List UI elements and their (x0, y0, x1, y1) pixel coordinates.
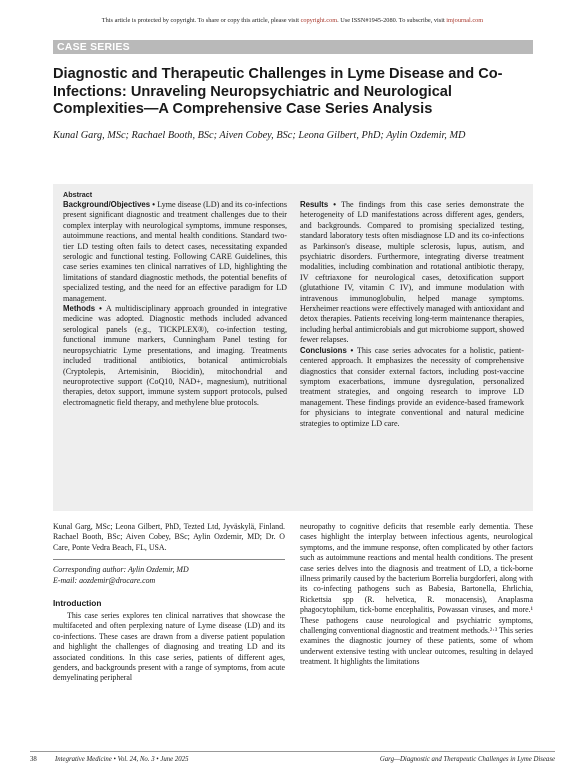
section-label: CASE SERIES (57, 41, 130, 53)
introduction-heading: Introduction (53, 598, 102, 609)
corresponding-author: Corresponding author: Aylin Ozdemir, MD (53, 565, 189, 575)
section-banner (53, 40, 533, 54)
running-head: Garg—Diagnostic and Therapeutic Challenges in Lyme Disease (379, 756, 555, 763)
abstract-label: Abstract (63, 190, 93, 199)
copyright-link[interactable]: copyright.com (300, 17, 338, 24)
author-list: Kunal Garg, MSc; Rachael Booth, BSc; Aiven Cobey, BSc; Leona Gilbert, PhD; Aylin Ozdemir, MD (53, 130, 466, 141)
abstract-conclusions: Conclusions • This case series advocates for a holistic, patient-centered approach. It emphasizes the necessity of comprehensive diagnostics that consider external factors, including post-vaccine symptom exacerbations, immune dysregulation, personalized treatment strategies, and ongoing research to improve LD management. These findings provide an evidence-based framework for physicians to integrate conventional and natural medicine strategies to optimize LD care. (300, 345, 524, 428)
author-email[interactable]: E-mail: aozdemir@drocare.com (53, 575, 156, 585)
page-number: 38 (30, 756, 37, 763)
introduction-continued: neuropathy to cognitive deficits that resemble early dementia. These cases highlight the interplay between infectious agents, neurological symptoms, and the immune response, often complicated by other factors such as autoimmune reactions and mental health conditions. The present case series delves into the diagnosis and treatment of LD, a tick-borne illness primarily caused by the bacterium Borrelia burgdorferi, along with its co-infecting pathogens such as Babesia, Bartonella, Ehrlichia, Rickettsia spp (R. helvetica, R. monacensis), Anaplasma phagocytophilum, tick-borne encephalitis, Powassan viruses, and more.¹ These pathogens cause neurological and psychiatric symptoms, challenging conventional diagnostic and treatment methods.²·³ This series examines the diagnostic journey of these patients, some of whom underwent extensive testing with unclear outcomes, resulting in delayed treatment. It highlights the limitations (300, 522, 534, 667)
affiliations: Kunal Garg, MSc; Leona Gilbert, PhD, Tezted Ltd, Jyväskylä, Finland. Rachael Booth, BSc; Aiven Cobey, BSc; Aylin Ozdemir, MD; Dr. O Care, Ponte Vedra Beach, FL, USA. (53, 522, 285, 552)
affiliation-divider (53, 559, 285, 560)
journal-citation: Integrative Medicine • Vol. 24, No. 3 • June 2025 (55, 756, 189, 763)
copyright-notice: This article is protected by copyright. To share or copy this article, please visit copyright.com. Use ISSN#1945-2080. To subscribe, visit imjournal.com (101, 17, 484, 24)
abstract-results: Results • The findings from this case series demonstrate the heterogeneity of LD manifestations across different ages, genders, and backgrounds. Compared to promising specialized testing, standard laboratory tests often misdiagnose LD and its co-infections as Parkinson's disease, multiple sclerosis, lupus, autism, and psychiatric disorders. Furthermore, integrating diverse treatment modalities, including combination and rotational antibiotic therapy, IV ceftriaxone for neurological cases, detoxification support (glutathione IV, vitamin C IV), and immune modulation with intravenous immunoglobulin, helped manage symptoms. Herxheimer reactions were effectively managed with antioxidant and detox therapies. Patients receiving long-term maintenance therapies, including herbal antimicrobials and gut microbiome support, showed fewer relapses. (300, 200, 524, 345)
abstract-right-column (300, 200, 524, 429)
abstract-background: Background/Objectives • Lyme disease (LD) and its co-infections present significant diagnostic and treatment challenges due to their complex interplay with neurological symptoms, immune responses, autoimmune reactions, and mental health conditions. Standard two-tier LD testing often fails to detect cases, necessitating expanded serologic and functional testing. Following CARE Guidelines, this case series examines ten clinical narratives of LD, highlighting the limitations of standard diagnostic methods, the potential benefits of specialized testing, and the need for an effective paradigm for LD management. (63, 200, 288, 303)
abstract-methods: Methods • A multidisciplinary approach grounded in integrative medicine was adopted. Diagnostic methods included advanced serological panels (e.g., TICKPLEX®), co-infection testing, functional immune markers, Cunningham Panel testing for neuropsychiatric Lyme presentations, and imaging. Treatments included traditional antibiotics, botanical antimicrobials (Cryptolepis, Artemisinin, Biocidin), mitochondrial and neuroprotective support (CoQ10, NAD+, magnesium), nutritional therapies, detox support, immune system support protocols, pulsed electromagnetic field therapy, and methylene blue protocols. (63, 304, 287, 407)
introduction-text: This case series explores ten clinical narratives that showcase the multifaceted and often perplexing nature of Lyme disease (LD) and its co-infections. These cases are drawn from a diverse patient population and highlight the challenges of diagnosing and treating LD and its associated conditions. In this case series, patients of different ages, genders, and backgrounds present with a range of symptoms, from acute demyelinating peripheral (53, 611, 285, 683)
body-left-column (53, 522, 285, 684)
article-title: Diagnostic and Therapeutic Challenges in Lyme Disease and Co-Infections: Unraveling Neuropsychiatric and Neurological Complexities—A Comprehensive Case Series Analysis (53, 66, 503, 117)
footer-divider (30, 751, 555, 752)
subscribe-link[interactable]: imjournal.com (446, 17, 484, 24)
body-right-column (300, 522, 533, 668)
abstract-left-column (63, 200, 287, 408)
page-footer (30, 756, 555, 768)
